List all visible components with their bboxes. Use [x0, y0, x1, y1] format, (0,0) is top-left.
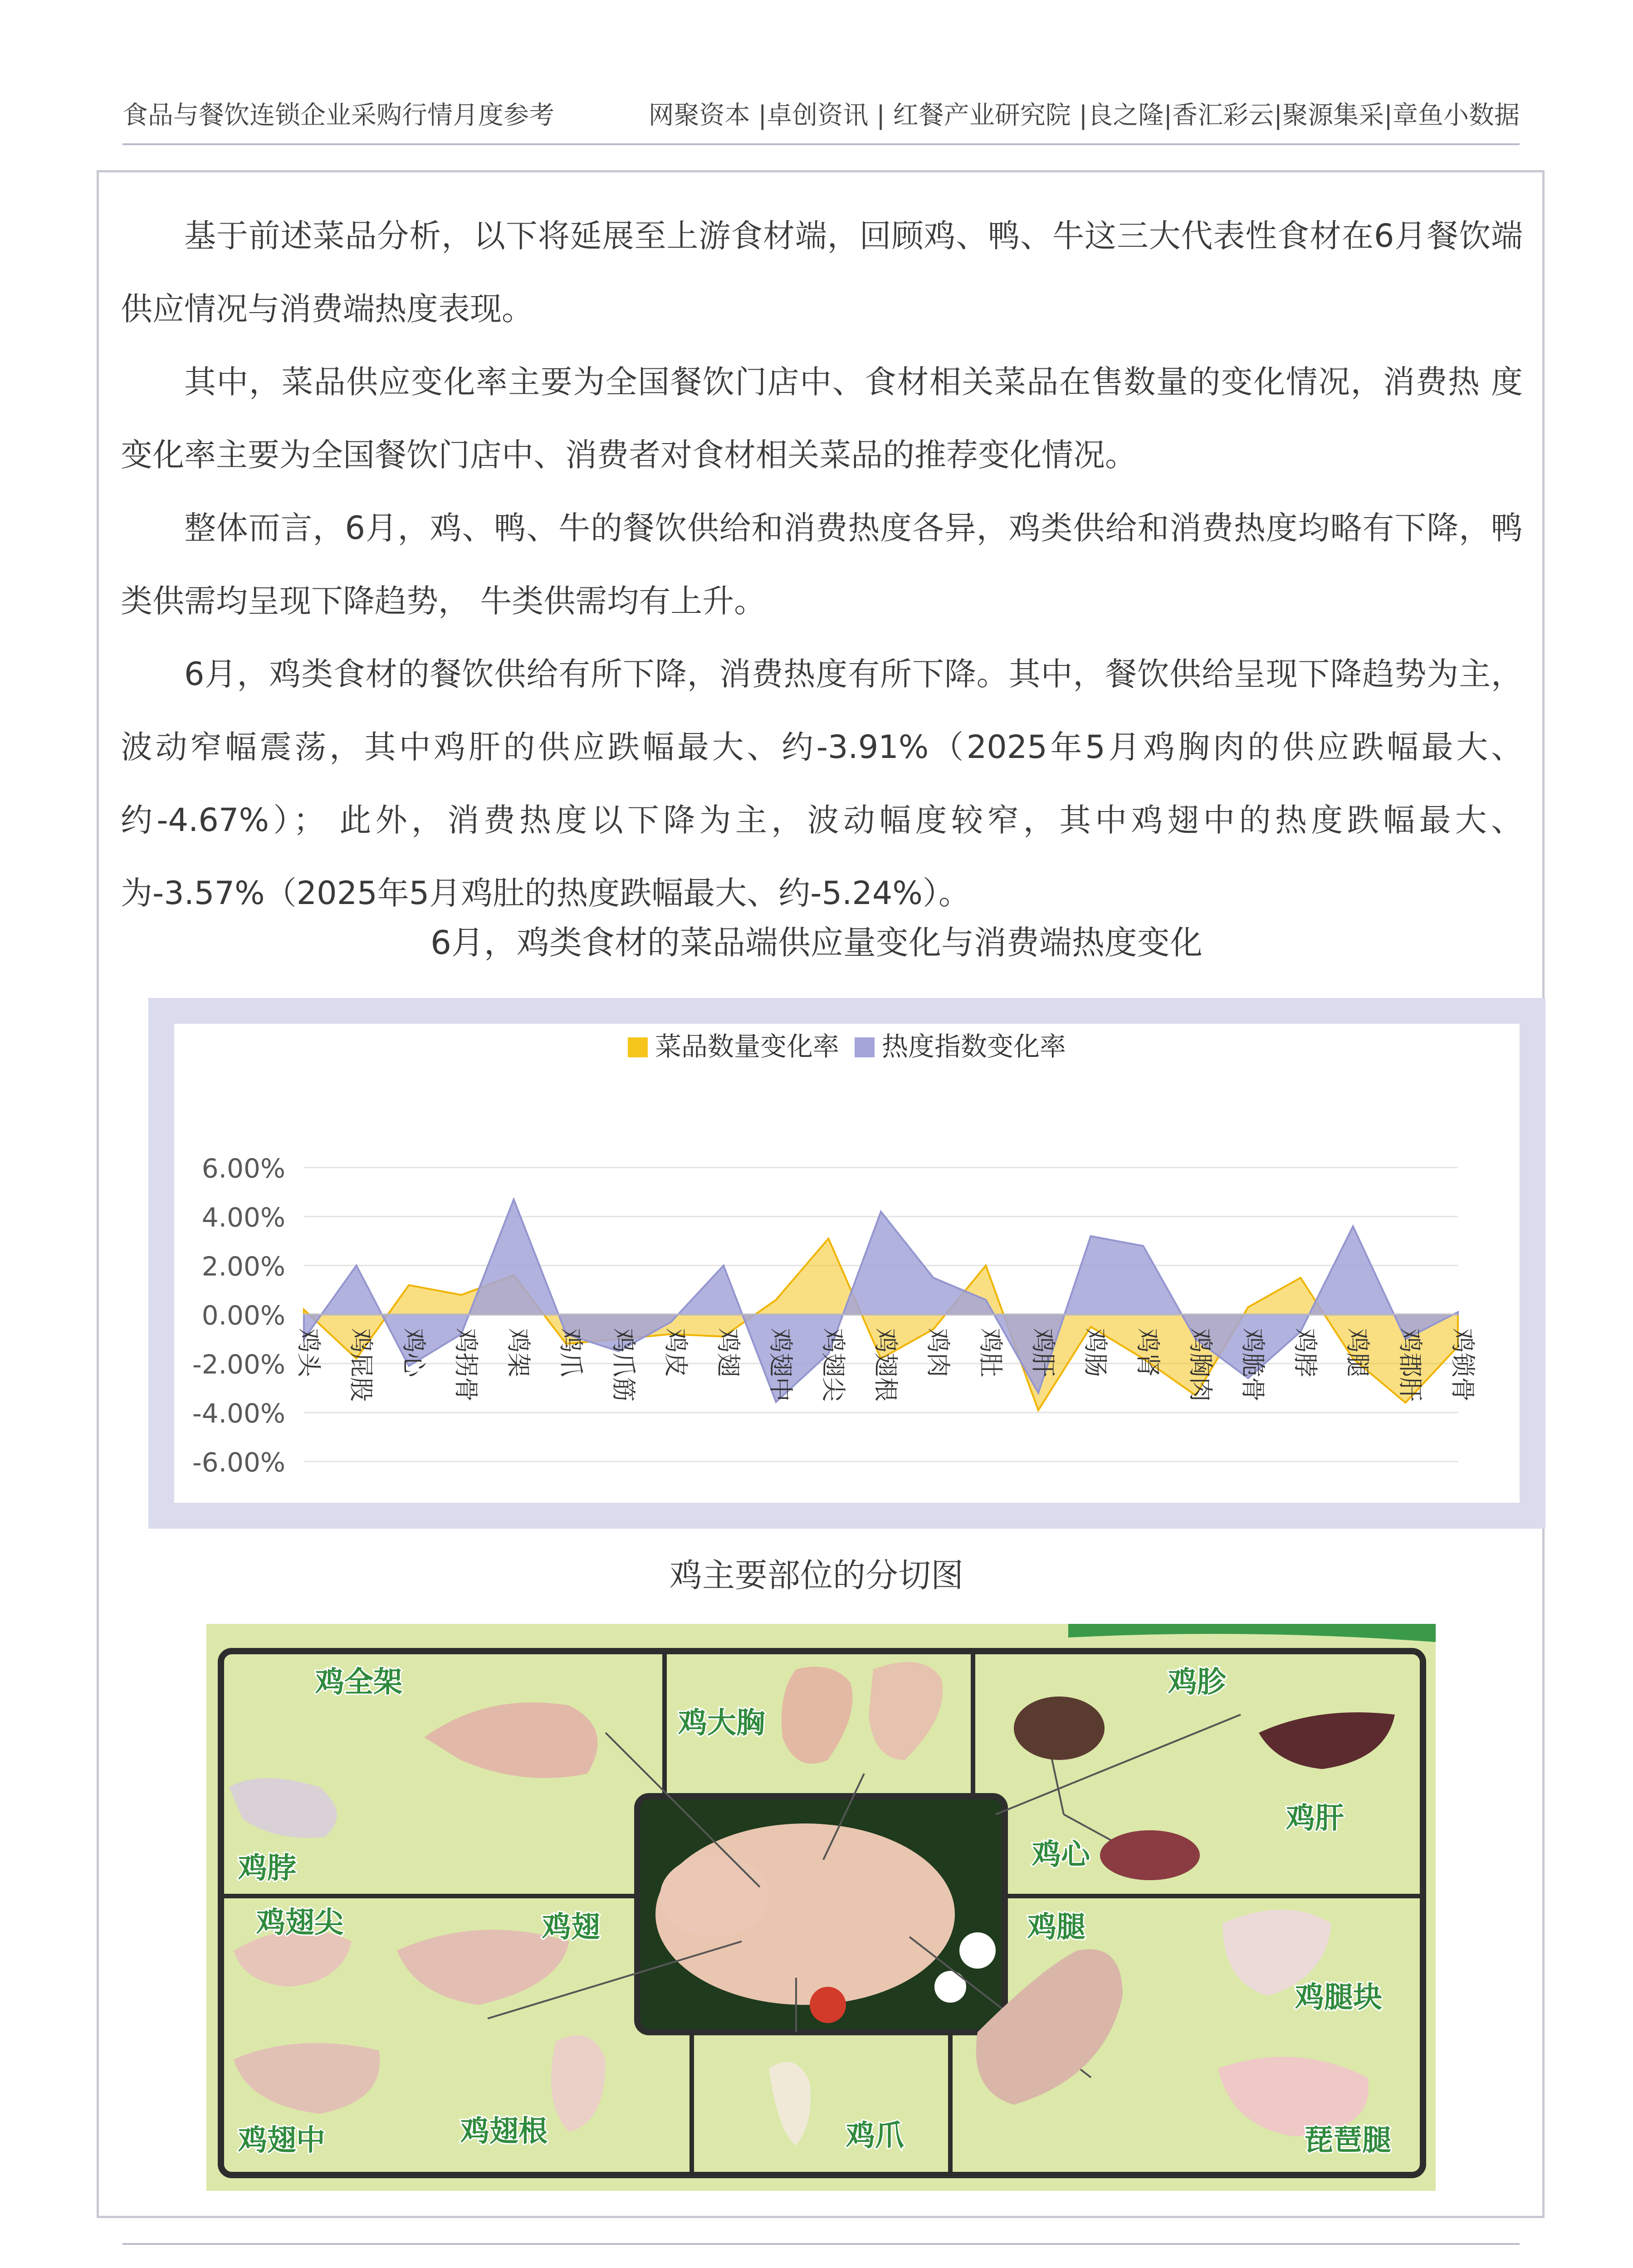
label-liver: 鸡肝: [1286, 1802, 1344, 1835]
label-wing-root: 鸡翅根: [460, 2115, 548, 2148]
x-tick-label: 鸡翅根: [871, 1328, 900, 1402]
header-sources: 网聚资本 |卓创资讯 | 红餐产业研究院 |良之隆|香汇彩云|聚源集采|章鱼小数据: [648, 101, 1520, 130]
label-neck: 鸡脖: [238, 1852, 296, 1885]
area-chart: [174, 1024, 1520, 1503]
y-tick-label: -6.00%: [192, 1447, 285, 1478]
chart-title: 6月，鸡类食材的菜品端供应量变化与消费端热度变化: [430, 924, 1203, 962]
header-title: 食品与餐饮连锁企业采购行情月度参考: [122, 101, 554, 130]
whole-chicken-head: [660, 1855, 769, 1937]
y-tick-label: 2.00%: [201, 1251, 285, 1282]
x-tick-label: 鸡架: [504, 1328, 533, 1377]
paragraph: 整体而言，6月，鸡、鸭、牛的餐饮供给和消费热度各异，鸡类供给和消费热度均略有下降，鸭类供需均呈现下降趋势， 牛类供需均有上升。: [121, 509, 1523, 620]
heart-piece: [1100, 1830, 1200, 1880]
gizzard-piece: [1014, 1696, 1105, 1760]
x-tick-label: 鸡肝: [1028, 1328, 1057, 1377]
legend-label: 热度指数变化率: [882, 1031, 1066, 1062]
x-tick-label: 鸡翅中: [766, 1328, 795, 1402]
x-tick-label: 鸡爪: [557, 1328, 586, 1377]
garnish: [934, 1971, 966, 2003]
page-header: [122, 91, 1520, 136]
legend-swatch: [628, 1037, 648, 1057]
label-leg-chunk: 鸡腿块: [1295, 1981, 1382, 2014]
paragraph: 基于前述菜品分析，以下将延展至上游食材端，回顾鸡、鸭、牛这三大代表性食材在6月餐饮端供应情况与消费端热度表现。: [121, 217, 1523, 327]
x-tick-label: 鸡脆骨: [1238, 1328, 1267, 1402]
x-tick-label: 鸡爪筋: [609, 1328, 638, 1402]
x-tick-label: 鸡肉: [924, 1328, 953, 1377]
garnish: [810, 1987, 846, 2023]
legend-label: 菜品数量变化率: [655, 1031, 840, 1062]
label-leg: 鸡腿: [1027, 1911, 1085, 1944]
paragraph: 其中，菜品供应变化率主要为全国餐饮门店中、食材相关菜品在售数量的变化情况，消费热 度变化率主要为全国餐饮门店中、消费者对食材相关菜品的推荐变化情况。: [121, 363, 1523, 474]
chart-container: [148, 998, 1545, 1529]
garnish: [959, 1932, 996, 1969]
x-tick-label: 鸡脖: [1291, 1328, 1320, 1377]
legend-swatch: [855, 1037, 875, 1057]
label-claw: 鸡爪: [846, 2119, 904, 2153]
label-wing: 鸡翅: [542, 1911, 600, 1944]
y-tick-label: -4.00%: [192, 1398, 285, 1429]
photo-title: 鸡主要部位的分切图: [669, 1556, 963, 1594]
x-tick-label: 鸡翅: [714, 1328, 743, 1377]
y-tick-label: -2.00%: [192, 1349, 285, 1380]
x-tick-label: 鸡肠: [1081, 1328, 1110, 1377]
x-tick-label: 鸡翅尖: [819, 1328, 848, 1402]
x-tick-label: 鸡皮: [661, 1328, 690, 1377]
y-tick-label: 0.00%: [201, 1300, 285, 1331]
chart-plot-area: [174, 1024, 1520, 1503]
label-drumstick: 琵琶腿: [1304, 2124, 1391, 2157]
label-wing-mid: 鸡翅中: [238, 2124, 325, 2157]
label-whole-frame: 鸡全架: [315, 1666, 402, 1699]
chicken-cuts-image: [206, 1624, 1436, 2191]
x-tick-label: 鸡胸肉: [1186, 1328, 1215, 1402]
paragraph: 6月，鸡类食材的餐饮供给有所下降，消费热度有所下降。其中，餐饮供给呈现下降趋势为主，波动窄幅震荡，其中鸡肝的供应跌幅最大、约-3.91%（2025年5月鸡胸肉的供应跌幅最大、约-4.67%）； 此外，消费热度以下降为主，波动幅度较窄，其中鸡翅中的热度跌幅最大、为-3.57%（2025年5月鸡肚的热度跌幅最大、约-5.24%）。: [121, 655, 1523, 912]
y-tick-label: 6.00%: [201, 1153, 285, 1184]
label-gizzard: 鸡胗: [1168, 1666, 1226, 1699]
x-tick-label: 鸡肾: [1134, 1328, 1163, 1377]
x-tick-label: 鸡郡肝: [1396, 1328, 1425, 1402]
x-tick-label: 鸡锁骨: [1448, 1328, 1477, 1402]
body-text: [121, 200, 1523, 930]
header-rule: [122, 143, 1520, 145]
y-tick-label: 4.00%: [201, 1202, 285, 1233]
x-tick-label: 鸡心: [399, 1328, 428, 1377]
x-tick-label: 鸡拐骨: [451, 1328, 480, 1402]
x-tick-label: 鸡头: [294, 1328, 323, 1377]
x-tick-label: 鸡屁股: [347, 1328, 376, 1402]
label-heart: 鸡心: [1032, 1838, 1090, 1872]
label-breast: 鸡大胸: [678, 1706, 765, 1740]
footer-rule: [122, 2243, 1520, 2245]
x-tick-label: 鸡腿: [1343, 1328, 1372, 1377]
x-tick-label: 鸡肚: [976, 1328, 1005, 1377]
chicken-cuts-diagram: [206, 1624, 1436, 2191]
label-wing-tip: 鸡翅尖: [256, 1906, 343, 1940]
